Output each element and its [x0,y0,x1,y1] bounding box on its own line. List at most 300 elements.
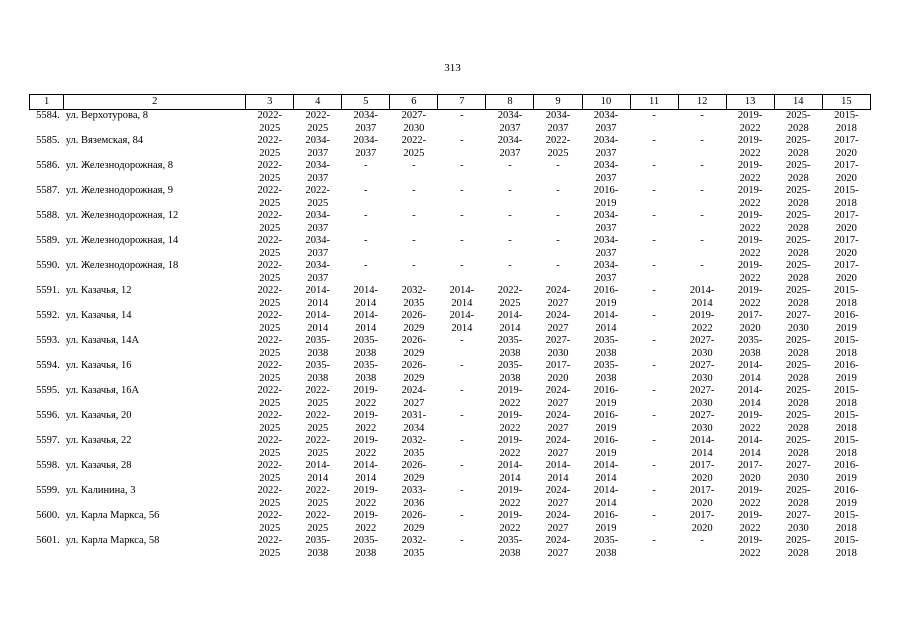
cell-col-7 [438,360,486,385]
cell-line: 2025 [259,322,281,334]
cell-col-9 [534,110,582,136]
cell-col-15 [822,160,870,185]
row-number: 5592. [36,310,60,321]
cell-line: 2014 [691,447,713,459]
cell-line: 2025 [259,247,281,259]
cell-col-6 [390,485,438,510]
cell-line: 2026- [401,335,427,346]
cell-col-6 [390,460,438,485]
cell-col-9 [534,485,582,510]
row-address: ул. Железнодорожная, 12 [65,210,179,221]
cell-line: 2016- [593,435,619,446]
cell-col-4 [294,360,342,385]
cell-line: 2015- [834,435,859,446]
cell-line: 2028 [787,197,809,209]
cell-line: 2038 [499,347,521,359]
cell-line: 2025 [259,422,281,434]
cell-line: 2037 [595,272,617,284]
cell-line: - [364,160,368,171]
cell-col-11 [630,335,678,360]
cell-line: 2025 [403,147,425,159]
table-row [30,160,871,185]
table-row [30,260,871,285]
cell-col-10 [582,360,630,385]
cell-line: 2035- [353,535,379,546]
row-address: ул. Железнодорожная, 14 [65,235,179,246]
cell-col-11 [630,185,678,210]
table-row [30,485,871,510]
cell-col-11 [630,410,678,435]
cell-line: 2017- [834,260,859,271]
cell-line: 2037 [307,147,329,159]
cell-col-8 [486,310,534,335]
cell-line: 2014 [451,322,473,334]
cell-col-4 [294,235,342,260]
cell-line: 2030 [691,422,713,434]
cell-line: 2024- [545,285,571,296]
cell-line: 2025 [307,422,329,434]
cell-col-9 [534,260,582,285]
cell-col-5 [342,460,390,485]
cell-col-6 [390,410,438,435]
cell-line: 2018 [835,397,857,409]
cell-col-15 [822,360,870,385]
cell-col-4 [294,185,342,210]
cell-line: 2014- [737,435,763,446]
cell-line: 2025 [259,222,281,234]
cell-col-13 [726,360,774,385]
cell-line: - [652,360,656,371]
cell-col-8 [486,535,534,560]
cell-col-12 [678,285,726,310]
cell-line: 2025 [259,197,281,209]
cell-line: 2027 [547,397,569,409]
cell-col-3 [246,235,294,260]
cell-col-4 [294,510,342,535]
cell-line: - [364,260,368,271]
cell-line: 2025- [785,135,811,146]
cell-line: 2014- [305,285,330,296]
cell-line: 2034- [497,135,523,146]
cell-line: 2030 [691,347,713,359]
cell-line: 2037 [499,122,521,134]
cell-line: 2029 [403,347,425,359]
cell-col-6 [390,285,438,310]
cell-col-11 [630,110,678,136]
cell-line: 2026- [401,310,427,321]
cell-col-12 [678,410,726,435]
cell-col-7 [438,110,486,136]
cell-line: 2016- [593,185,619,196]
cell-line: 2025- [785,285,811,296]
cell-line: 2035- [353,360,379,371]
cell-line: 2025- [785,335,811,346]
cell-col-3 [246,210,294,235]
cell-line: 2035 [403,447,425,459]
cell-line: 2025 [259,522,281,534]
cell-line: - [460,210,464,221]
cell-line: 2026- [401,510,427,521]
cell-line: 2018 [835,547,857,559]
cell-col-6 [390,435,438,460]
cell-line: 2037 [595,247,617,259]
cell-line: 2025 [259,397,281,409]
cell-col-3 [246,160,294,185]
cell-col-8 [486,510,534,535]
row-number: 5589. [36,235,60,246]
table-row [30,235,871,260]
cell-col-5 [342,435,390,460]
cell-line: 2027- [689,335,715,346]
cell-line: 2019- [737,535,763,546]
cell-line: 2024- [401,385,427,396]
cell-col-14 [774,110,822,136]
cell-line: - [652,235,656,246]
cell-line: 2027 [547,447,569,459]
cell-line: 2019- [497,485,523,496]
cell-col-8 [486,435,534,460]
cell-line: 2020 [691,472,713,484]
cell-line: 2025 [259,272,281,284]
cell-col-8 [486,335,534,360]
cell-line: - [652,385,656,396]
cell-line: - [700,260,704,271]
cell-line: 2035- [593,535,619,546]
cell-line: 2024- [545,410,571,421]
cell-line: 2014 [499,322,521,334]
cell-line: 2014- [689,285,715,296]
cell-col-12 [678,535,726,560]
cell-line: 2025 [259,347,281,359]
cell-col-14 [774,535,822,560]
cell-col-11 [630,485,678,510]
cell-col-12 [678,335,726,360]
cell-line: 2030 [787,322,809,334]
cell-line: 2035 [403,547,425,559]
cell-line: 2026- [401,360,427,371]
cell-col-5 [342,310,390,335]
cell-line: 2014 [307,297,329,309]
cell-line: 2022- [257,310,282,321]
cell-col-5 [342,285,390,310]
cell-line: 2019- [497,385,523,396]
cell-col-9 [534,135,582,160]
cell-col-11 [630,160,678,185]
row-number: 5593. [36,335,60,346]
cell-col-7 [438,135,486,160]
column-header-1: 1 [30,95,64,110]
cell-line: 2035- [497,360,523,371]
cell-line: 2015- [834,535,859,546]
cell-col-12 [678,385,726,410]
cell-col-3 [246,260,294,285]
cell-col-11 [630,460,678,485]
cell-line: 2029 [403,522,425,534]
cell-line: - [364,185,368,196]
cell-col-11 [630,210,678,235]
column-header-2: 2 [64,95,246,110]
cell-line: 2014- [737,360,763,371]
cell-line: 2022 [739,172,761,184]
cell-line: 2022- [257,110,282,121]
cell-line: 2025 [259,547,281,559]
cell-col-9 [534,460,582,485]
cell-line: 2015- [834,110,859,121]
cell-line: 2019- [737,285,763,296]
cell-line: - [652,460,656,471]
cell-col-11 [630,360,678,385]
cell-line: 2014 [595,472,617,484]
cell-line: 2036 [403,497,425,509]
cell-col-7 [438,460,486,485]
cell-line: 2022- [305,485,330,496]
page-number: 313 [444,62,461,74]
cell-line: 2024- [545,385,571,396]
cell-line: 2038 [355,547,377,559]
cell-col-13 [726,210,774,235]
cell-line: 2017- [689,485,715,496]
cell-line: 2022 [499,447,521,459]
cell-col-5 [342,260,390,285]
cell-col-14 [774,185,822,210]
cell-line: 2017- [834,235,859,246]
cell-col-13 [726,435,774,460]
cell-line: 2034- [593,110,619,121]
cell-line: - [412,160,416,171]
cell-line: 2035- [353,335,379,346]
row-address: ул. Казачья, 22 [65,435,132,446]
cell-line: 2038 [739,347,761,359]
cell-col-13 [726,335,774,360]
cell-line: 2038 [355,372,377,384]
cell-line: 2022 [739,272,761,284]
cell-line: 2020 [835,247,857,259]
cell-col-12 [678,135,726,160]
cell-col-9 [534,510,582,535]
cell-line: 2014- [497,460,523,471]
cell-line: - [460,535,464,546]
cell-line: - [412,185,416,196]
cell-line: 2016- [593,510,619,521]
cell-col-11 [630,310,678,335]
cell-line: 2025 [259,297,281,309]
cell-line: 2022 [739,122,761,134]
cell-col-3 [246,285,294,310]
row-number: 5600. [36,510,60,521]
cell-col-14 [774,460,822,485]
cell-line: 2024- [545,435,571,446]
cell-line: 2019 [835,322,857,334]
cell-line: 2015- [834,285,859,296]
cell-line: 2014- [593,460,619,471]
cell-line: 2027- [785,460,811,471]
cell-line: 2014- [689,435,715,446]
cell-line: 2014- [737,385,763,396]
cell-line: 2025 [259,472,281,484]
cell-line: 2019- [497,510,523,521]
cell-col-9 [534,285,582,310]
row-number: 5586. [36,160,60,171]
cell-col-7 [438,210,486,235]
cell-line: 2035- [305,360,330,371]
cell-col-8 [486,285,534,310]
cell-line: 2025 [307,497,329,509]
cell-col-10 [582,310,630,335]
cell-line: 2022- [257,210,282,221]
cell-col-8 [486,485,534,510]
cell-col-3 [246,410,294,435]
cell-col-6 [390,335,438,360]
cell-line: - [556,260,560,271]
cell-line: 2014- [449,310,475,321]
cell-line: 2014- [449,285,475,296]
cell-line: 2025- [785,360,811,371]
cell-line: 2025- [785,410,811,421]
cell-line: 2014 [355,322,377,334]
cell-line: 2028 [787,297,809,309]
cell-col-3 [246,535,294,560]
cell-line: 2034- [497,110,523,121]
cell-line: 2022 [739,547,761,559]
cell-line: 2018 [835,297,857,309]
cell-line: 2027- [785,510,811,521]
cell-col-5 [342,235,390,260]
cell-col-6 [390,260,438,285]
cell-line: 2019 [835,497,857,509]
column-header-8: 8 [486,95,534,110]
cell-col-4 [294,335,342,360]
cell-line: 2019 [595,297,617,309]
row-address: ул. Карла Маркса, 58 [65,535,160,546]
row-address: ул. Железнодорожная, 8 [65,160,173,171]
cell-line: 2022 [739,422,761,434]
cell-line: - [652,335,656,346]
cell-col-12 [678,360,726,385]
column-header-4: 4 [294,95,342,110]
row-address: ул. Карла Маркса, 56 [65,510,160,521]
cell-line: 2034- [593,235,619,246]
cell-line: 2016- [834,310,859,321]
cell-line: 2014 [307,322,329,334]
cell-line: - [460,460,464,471]
column-header-7: 7 [438,95,486,110]
row-number: 5599. [36,485,60,496]
row-number: 5584. [36,110,60,121]
cell-line: 2038 [307,347,329,359]
cell-col-7 [438,535,486,560]
column-header-12: 12 [678,95,726,110]
cell-line: 2025 [259,122,281,134]
row-address: ул. Казачья, 16А [65,385,140,396]
cell-col-4 [294,485,342,510]
cell-line: 2027 [403,397,425,409]
cell-col-3 [246,485,294,510]
cell-line: 2028 [787,347,809,359]
cell-col-5 [342,485,390,510]
cell-line: - [652,410,656,421]
cell-col-6 [390,535,438,560]
cell-line: - [652,310,656,321]
cell-line: 2034- [545,110,571,121]
cell-line: - [508,160,512,171]
cell-line: 2019 [595,197,617,209]
cell-line: 2034- [593,160,619,171]
cell-col-13 [726,510,774,535]
cell-col-14 [774,160,822,185]
cell-col-3 [246,435,294,460]
cell-col-3 [246,335,294,360]
cell-col-15 [822,185,870,210]
cell-line: 2027 [547,297,569,309]
row-number: 5597. [36,435,60,446]
cell-line: 2019- [353,435,379,446]
row-address: ул. Казачья, 16 [65,360,132,371]
cell-line: 2028 [787,547,809,559]
cell-line: - [652,210,656,221]
row-number: 5594. [36,360,60,371]
cell-col-15 [822,260,870,285]
table-body [30,110,871,561]
cell-line: 2015- [834,510,859,521]
cell-line: 2038 [355,347,377,359]
cell-line: 2034 [403,422,425,434]
cell-line: 2022 [355,422,377,434]
cell-line: 2017- [689,510,715,521]
cell-line: 2019- [737,210,763,221]
cell-col-7 [438,285,486,310]
cell-line: 2022- [257,460,282,471]
cell-col-12 [678,260,726,285]
cell-col-12 [678,235,726,260]
cell-col-14 [774,385,822,410]
cell-line: - [460,435,464,446]
cell-line: 2025 [307,197,329,209]
cell-col-14 [774,510,822,535]
cell-col-5 [342,510,390,535]
cell-col-4 [294,135,342,160]
cell-col-10 [582,285,630,310]
cell-line: 2025- [785,110,811,121]
cell-col-7 [438,185,486,210]
cell-line: 2019- [737,410,763,421]
cell-col-4 [294,385,342,410]
cell-line: 2031- [401,410,427,421]
cell-line: - [460,410,464,421]
cell-line: 2014- [353,460,379,471]
cell-line: 2022 [499,397,521,409]
cell-line: 2022- [257,235,282,246]
cell-col-4 [294,285,342,310]
cell-col-14 [774,335,822,360]
cell-line: - [652,435,656,446]
cell-col-15 [822,510,870,535]
cell-line: 2025 [307,122,329,134]
cell-col-13 [726,385,774,410]
cell-line: 2030 [787,522,809,534]
cell-line: 2022- [257,135,282,146]
cell-line: 2029 [403,472,425,484]
cell-line: 2014 [595,322,617,334]
cell-col-8 [486,410,534,435]
cell-line: 2032- [401,435,427,446]
cell-line: 2014 [451,297,473,309]
cell-col-14 [774,485,822,510]
cell-col-4 [294,410,342,435]
cell-line: 2019- [353,385,379,396]
repair-schedule-table [29,94,871,560]
cell-col-8 [486,110,534,136]
cell-line: 2024- [545,485,571,496]
